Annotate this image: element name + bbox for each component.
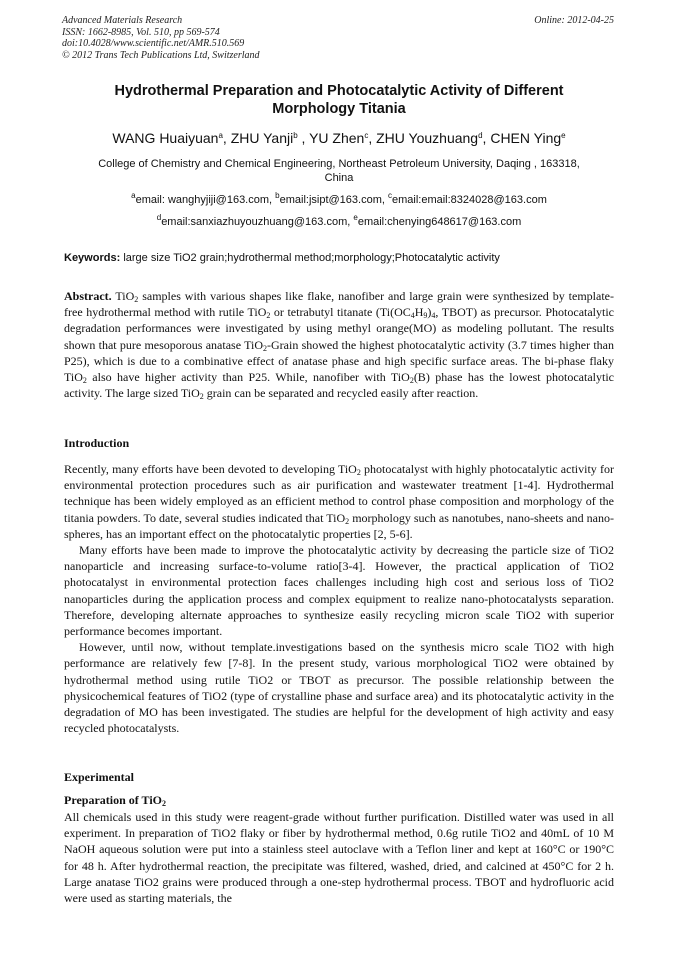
experimental-body: [64, 809, 614, 906]
author-mark: d: [478, 131, 483, 140]
author-mark: b: [293, 131, 298, 140]
email-a[interactable]: email: wanghyjiji@163.com,: [135, 194, 273, 206]
abstract-text: samples with various shapes like flake, nanofiber and large grain were synthesized by template-free hydrothermal method with rutile TiO: [64, 289, 614, 320]
title-line-2: Morphology Titania: [272, 101, 406, 117]
affiliation-line-2: China: [324, 172, 354, 184]
author-mark: a: [218, 131, 223, 140]
abstract-text: or tetrabutyl titanate (Ti(OC: [270, 305, 411, 320]
preparation-subheading: [64, 793, 166, 808]
subscript: 2: [266, 311, 271, 321]
subscript: 2: [162, 799, 167, 808]
paragraph-text: morphology such as nanotubes, nano-sheets and nano-spheres, has an important effect on the photocatalytic properties [2, 5-6].: [64, 510, 614, 541]
abstract-text: H: [414, 305, 424, 320]
author-mark: c: [364, 131, 369, 140]
email-c[interactable]: email:email:8324028@163.com: [392, 194, 547, 206]
email-b[interactable]: email:jsipt@163.com,: [279, 194, 385, 206]
subscript: 2: [345, 516, 350, 526]
intro-paragraph-1: [64, 461, 614, 542]
online-date: Online: 2012-04-25: [534, 15, 614, 26]
paragraph-text: Recently, many efforts have been devoted to developing TiO: [64, 462, 357, 476]
subscript: 2: [134, 295, 139, 304]
author-name: ZHU Yanji: [230, 130, 294, 146]
email-mark: c: [388, 191, 392, 200]
abstract-label: Abstract.: [64, 289, 112, 303]
abstract-text: (B) phase has the lowest photocatalytic activity. The large sized TiO: [64, 370, 614, 401]
abstract: [64, 288, 614, 401]
paragraph-text: photocatalyst with highly photocatalytic activity for environmental protection procedures such as air purification and wastewater treatment [1-4]. Hydrothermal technique has been widely employed as an efficient method to control phase composition and morphology of the titania powders. To date, several studies indicated that TiO: [64, 462, 614, 525]
email-mark: e: [353, 213, 358, 222]
journal-copyright: © 2012 Trans Tech Publications Ltd, Switzerland: [62, 49, 260, 61]
title-line-1: Hydrothermal Preparation and Photocatalytic Activity of Different: [114, 83, 564, 99]
subheading-text: Preparation of TiO: [64, 793, 163, 807]
experimental-heading: Experimental: [64, 770, 134, 784]
keywords-label: Keywords:: [64, 252, 121, 264]
email-mark: d: [156, 213, 162, 222]
subscript: 2: [82, 376, 87, 386]
email-mark: a: [131, 191, 136, 200]
author-name: CHEN Ying: [490, 130, 562, 146]
introduction-body: [64, 461, 614, 736]
intro-paragraph-3: However, until now, without template.investigations based on the synthesis micro scale TiO2 with high performance are relatively few [7-8]. In the present study, various morphological TiO2 were obtained by hydrothermal method using rutile TiO2 or TBOT as precursor. The possible relationship between the physicochemical features of TiO2 (type of crystalline phase and surface area) and its photocatalytic activity in the degradation of MO has been investigated. The studies are helpful for the development of high activity and easy recycled photocatalysts.: [64, 640, 614, 736]
email-line-2: [40, 215, 638, 229]
subscript: 2: [356, 468, 361, 477]
intro-paragraph-2: Many efforts have been made to improve the photocatalytic activity by decreasing the particle size of TiO2 nanoparticle and increasing surface-to-volume ratio[3-4]. However, the practical application of TiO2 photocatalyst in environmental protection faces challenges including high cost and serious loss of TiO2 nanoparticles during the application process and complex equipment to realize nano-photocatalysts separation. Therefore, developing alternate approaches to synthesize easily recycling micron scale TiO2 with superior performance becomes important.: [64, 543, 614, 639]
keywords-text: large size TiO2 grain;hydrothermal method;morphology;Photocatalytic activity: [123, 252, 500, 264]
subscript: 2: [199, 392, 204, 402]
author-list: WANG Huaiyuan$^a$, ZHU Yanji$^b$ , YU Zhen$^c$, ZHU Youzhuang$^d$, CHEN Ying$^e$: [112, 130, 566, 146]
author-name: WANG Huaiyuan: [112, 130, 219, 146]
abstract-text: TiO: [111, 289, 135, 303]
email-mark: b: [275, 191, 280, 200]
abstract-text: , TBOT) as precursor. Photocatalytic degradation performances were investigated by using methyl orange(MO) as modeling pollutant. The results shown that pure mesoporous anatase TiO: [64, 305, 615, 352]
affiliation: [64, 157, 614, 185]
journal-name: Advanced Materials Research: [62, 15, 183, 26]
introduction-heading: Introduction: [64, 436, 130, 450]
keywords: [64, 251, 616, 265]
email-line-1: [40, 193, 638, 207]
journal-issn: ISSN: 1662-8985, Vol. 510, pp 569-574: [62, 26, 220, 38]
subscript: 2: [409, 376, 414, 386]
abstract-text: grain can be separated and recycled easily after reaction.: [203, 386, 479, 401]
subscript: 4: [431, 311, 436, 321]
abstract-text: also have higher activity than P25. While, nanofiber with TiO: [86, 370, 410, 385]
subscript: 4: [410, 311, 415, 321]
author-mark: e: [561, 131, 566, 140]
abstract-text: ): [427, 305, 432, 320]
email-d[interactable]: email:sanxiazhuyouzhuang@163.com,: [161, 216, 351, 228]
experimental-paragraph-1: All chemicals used in this study were reagent-grade without further purification. Distilled water was used in all experiment. In preparation of TiO2 flaky or fiber by hydrothermal method, 0.6g rutile TiO2 and 40mL of 10 M NaOH aqueous solution were put into a stainless steel autoclave with a Teflon liner and kept at 160°C or 190°C for 48 h. After hydrothermal reaction, the precipitate was filtered, washed, dried, and calcined at 450°C for 2 h. Large anatase TiO2 grains were produced through a one-step hydrothermal process. TBOT and hydrofluoric acid were used as starting materials, the: [64, 810, 614, 906]
author-name: YU Zhen: [309, 130, 365, 146]
journal-doi[interactable]: doi:10.4028/www.scientific.net/AMR.510.569: [62, 38, 245, 49]
subscript: 2: [263, 343, 267, 353]
paper-title: [70, 82, 608, 118]
affiliation-line-1: College of Chemistry and Chemical Engineering, Northeast Petroleum University, Daqing , 163318,: [98, 158, 580, 170]
email-e[interactable]: email:chenying648617@163.com: [357, 216, 522, 228]
abstract-text: -Grain showed the highest photocatalytic activity (3.7 times higher than P25), which is due to a combinative effect of anatase phase and high specific surface areas. The bi-phase flaky TiO: [64, 337, 614, 385]
subscript: 9: [423, 311, 428, 321]
author-name: ZHU Youzhuang: [376, 130, 479, 146]
journal-header: [62, 15, 260, 61]
